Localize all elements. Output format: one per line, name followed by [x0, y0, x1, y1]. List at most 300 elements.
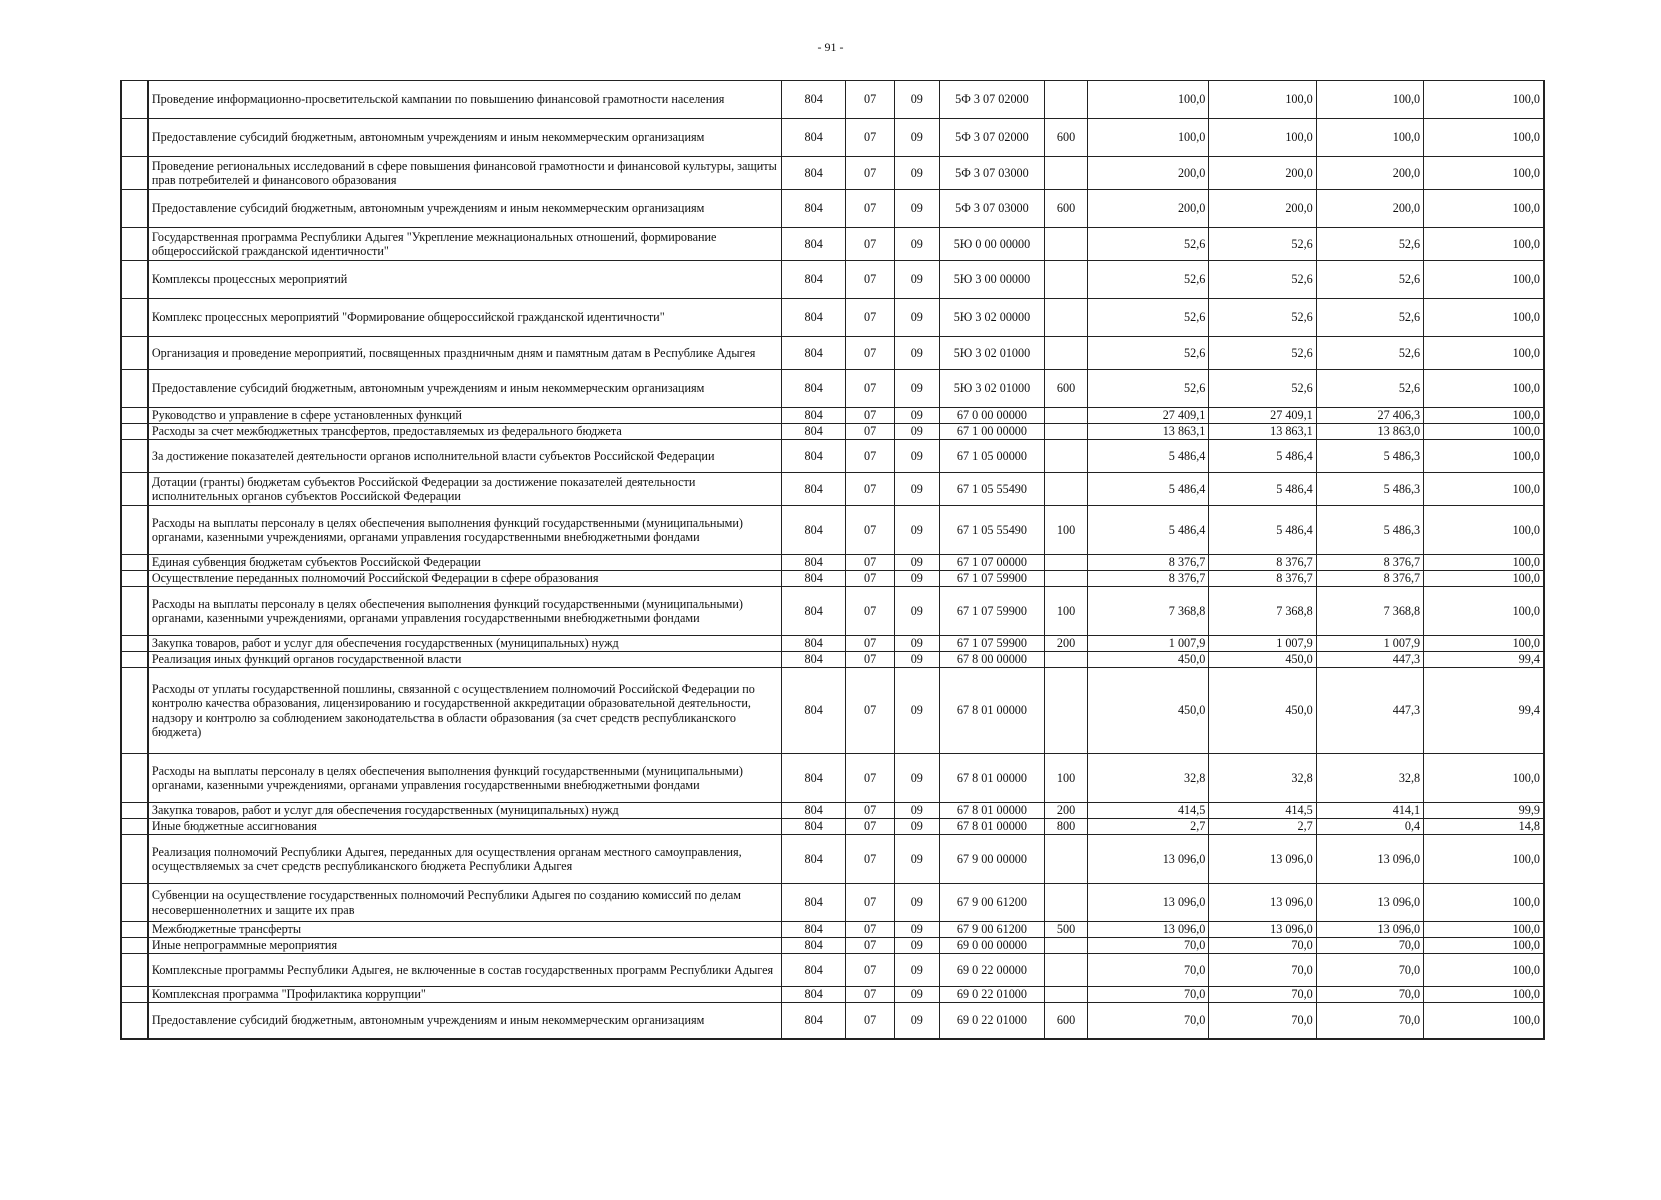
- cell-margin: [121, 668, 148, 754]
- cell-amount-3: 200,0: [1316, 157, 1423, 190]
- cell-margin: [121, 636, 148, 652]
- cell-expense-type: 600: [1045, 1003, 1088, 1039]
- cell-amount-2: 5 486,4: [1209, 473, 1316, 506]
- cell-section-code: 07: [846, 261, 894, 299]
- cell-amount-2: 32,8: [1209, 754, 1316, 803]
- table-row: [121, 261, 1544, 299]
- table-row: [121, 652, 1544, 668]
- cell-target-article: 67 8 01 00000: [939, 803, 1044, 819]
- cell-expense-type: [1045, 835, 1088, 884]
- cell-amount-1: 52,6: [1088, 370, 1209, 408]
- cell-target-article: 67 1 00 00000: [939, 424, 1044, 440]
- cell-amount-2: 1 007,9: [1209, 636, 1316, 652]
- cell-ministry-code: 804: [781, 506, 845, 555]
- cell-amount-2: 27 409,1: [1209, 408, 1316, 424]
- table-row: [121, 803, 1544, 819]
- cell-percent: 100,0: [1424, 424, 1544, 440]
- cell-percent: 100,0: [1424, 81, 1544, 119]
- cell-expense-type: 600: [1045, 119, 1088, 157]
- cell-name: Закупка товаров, работ и услуг для обеспечения государственных (муниципальных) нужд: [148, 803, 782, 819]
- cell-percent: 100,0: [1424, 408, 1544, 424]
- cell-name: Комплексная программа "Профилактика коррупции": [148, 987, 782, 1003]
- cell-margin: [121, 819, 148, 835]
- cell-amount-3: 5 486,3: [1316, 473, 1423, 506]
- cell-amount-3: 414,1: [1316, 803, 1423, 819]
- cell-target-article: 67 1 07 59900: [939, 587, 1044, 636]
- cell-expense-type: [1045, 668, 1088, 754]
- cell-amount-3: 32,8: [1316, 754, 1423, 803]
- cell-target-article: 67 1 07 59900: [939, 636, 1044, 652]
- cell-expense-type: 800: [1045, 819, 1088, 835]
- cell-ministry-code: 804: [781, 473, 845, 506]
- cell-percent: 14,8: [1424, 819, 1544, 835]
- cell-section-code: 07: [846, 370, 894, 408]
- cell-target-article: 67 9 00 61200: [939, 884, 1044, 922]
- cell-margin: [121, 884, 148, 922]
- table-row: [121, 922, 1544, 938]
- cell-ministry-code: 804: [781, 261, 845, 299]
- cell-margin: [121, 473, 148, 506]
- table-row: [121, 884, 1544, 922]
- cell-amount-2: 52,6: [1209, 228, 1316, 261]
- cell-amount-1: 8 376,7: [1088, 571, 1209, 587]
- table-row: [121, 337, 1544, 370]
- cell-name: Осуществление переданных полномочий Российской Федерации в сфере образования: [148, 571, 782, 587]
- cell-margin: [121, 81, 148, 119]
- cell-margin: [121, 370, 148, 408]
- cell-section-code: 07: [846, 938, 894, 954]
- cell-margin: [121, 424, 148, 440]
- cell-expense-type: 600: [1045, 190, 1088, 228]
- cell-name: Межбюджетные трансферты: [148, 922, 782, 938]
- cell-section-code: 07: [846, 754, 894, 803]
- table-row: [121, 370, 1544, 408]
- cell-amount-1: 200,0: [1088, 157, 1209, 190]
- cell-margin: [121, 571, 148, 587]
- cell-amount-2: 70,0: [1209, 1003, 1316, 1039]
- cell-percent: 100,0: [1424, 587, 1544, 636]
- cell-amount-1: 70,0: [1088, 1003, 1209, 1039]
- cell-target-article: 67 1 05 55490: [939, 473, 1044, 506]
- cell-expense-type: [1045, 424, 1088, 440]
- cell-amount-2: 100,0: [1209, 119, 1316, 157]
- cell-section-code: 07: [846, 299, 894, 337]
- cell-section-code: 07: [846, 408, 894, 424]
- cell-percent: 100,0: [1424, 337, 1544, 370]
- table-row: [121, 190, 1544, 228]
- cell-amount-3: 447,3: [1316, 668, 1423, 754]
- cell-ministry-code: 804: [781, 228, 845, 261]
- table-body: [121, 81, 1544, 1039]
- cell-ministry-code: 804: [781, 754, 845, 803]
- cell-margin: [121, 587, 148, 636]
- cell-percent: 100,0: [1424, 506, 1544, 555]
- cell-ministry-code: 804: [781, 954, 845, 987]
- cell-expense-type: [1045, 408, 1088, 424]
- cell-amount-2: 414,5: [1209, 803, 1316, 819]
- table-row: [121, 424, 1544, 440]
- cell-amount-2: 450,0: [1209, 668, 1316, 754]
- cell-amount-3: 52,6: [1316, 228, 1423, 261]
- cell-ministry-code: 804: [781, 636, 845, 652]
- cell-ministry-code: 804: [781, 987, 845, 1003]
- cell-margin: [121, 190, 148, 228]
- cell-section-code: 07: [846, 954, 894, 987]
- cell-subsection-code: 09: [894, 506, 939, 555]
- cell-subsection-code: 09: [894, 81, 939, 119]
- cell-expense-type: [1045, 337, 1088, 370]
- cell-amount-2: 13 863,1: [1209, 424, 1316, 440]
- cell-amount-2: 52,6: [1209, 299, 1316, 337]
- cell-margin: [121, 261, 148, 299]
- cell-percent: 100,0: [1424, 835, 1544, 884]
- cell-subsection-code: 09: [894, 803, 939, 819]
- cell-name: Расходы за счет межбюджетных трансфертов, предоставляемых из федерального бюджета: [148, 424, 782, 440]
- cell-name: Иные непрограммные мероприятия: [148, 938, 782, 954]
- table-row: [121, 636, 1544, 652]
- cell-ministry-code: 804: [781, 555, 845, 571]
- cell-margin: [121, 228, 148, 261]
- cell-name: Комплексы процессных мероприятий: [148, 261, 782, 299]
- cell-expense-type: [1045, 473, 1088, 506]
- cell-name: Комплексные программы Республики Адыгея, не включенные в состав государственных программ Республики Адыгея: [148, 954, 782, 987]
- cell-subsection-code: 09: [894, 370, 939, 408]
- cell-amount-3: 447,3: [1316, 652, 1423, 668]
- cell-target-article: 5Ю 3 02 00000: [939, 299, 1044, 337]
- cell-ministry-code: 804: [781, 652, 845, 668]
- cell-amount-1: 200,0: [1088, 190, 1209, 228]
- cell-amount-1: 27 409,1: [1088, 408, 1209, 424]
- cell-target-article: 67 1 05 55490: [939, 506, 1044, 555]
- cell-subsection-code: 09: [894, 668, 939, 754]
- cell-margin: [121, 754, 148, 803]
- cell-name: Иные бюджетные ассигнования: [148, 819, 782, 835]
- cell-name: Предоставление субсидий бюджетным, автономным учреждениям и иным некоммерческим организациям: [148, 119, 782, 157]
- cell-name: Реализация полномочий Республики Адыгея, переданных для осуществления органам местного самоуправления, осуществляемых за счет средств республиканского бюджета Республики Адыгея: [148, 835, 782, 884]
- cell-amount-2: 52,6: [1209, 261, 1316, 299]
- cell-percent: 100,0: [1424, 938, 1544, 954]
- cell-amount-1: 13 863,1: [1088, 424, 1209, 440]
- page-number: - 91 -: [817, 40, 844, 54]
- cell-section-code: 07: [846, 119, 894, 157]
- table-row: [121, 228, 1544, 261]
- cell-ministry-code: 804: [781, 81, 845, 119]
- cell-amount-1: 13 096,0: [1088, 835, 1209, 884]
- cell-name: Расходы на выплаты персоналу в целях обеспечения выполнения функций государственными (муниципальными) органами, казенными учреждениями, органами управления государственными внебюджетными фондами: [148, 754, 782, 803]
- table-row: [121, 835, 1544, 884]
- cell-section-code: 07: [846, 636, 894, 652]
- cell-percent: 99,4: [1424, 668, 1544, 754]
- cell-margin: [121, 803, 148, 819]
- cell-amount-3: 52,6: [1316, 299, 1423, 337]
- cell-percent: 100,0: [1424, 190, 1544, 228]
- cell-amount-2: 450,0: [1209, 652, 1316, 668]
- cell-section-code: 07: [846, 587, 894, 636]
- cell-ministry-code: 804: [781, 424, 845, 440]
- cell-target-article: 5Ф 3 07 03000: [939, 157, 1044, 190]
- cell-expense-type: [1045, 938, 1088, 954]
- cell-percent: 100,0: [1424, 571, 1544, 587]
- cell-amount-2: 70,0: [1209, 954, 1316, 987]
- cell-ministry-code: 804: [781, 337, 845, 370]
- cell-target-article: 5Ю 3 02 01000: [939, 370, 1044, 408]
- cell-amount-3: 0,4: [1316, 819, 1423, 835]
- cell-amount-2: 70,0: [1209, 987, 1316, 1003]
- cell-subsection-code: 09: [894, 754, 939, 803]
- cell-name: Государственная программа Республики Адыгея "Укрепление межнациональных отношений, формирование общероссийской гражданской идентичности": [148, 228, 782, 261]
- cell-amount-2: 100,0: [1209, 81, 1316, 119]
- cell-subsection-code: 09: [894, 987, 939, 1003]
- cell-section-code: 07: [846, 803, 894, 819]
- cell-subsection-code: 09: [894, 555, 939, 571]
- cell-ministry-code: 804: [781, 571, 845, 587]
- cell-margin: [121, 440, 148, 473]
- cell-amount-1: 52,6: [1088, 337, 1209, 370]
- cell-target-article: 67 1 07 00000: [939, 555, 1044, 571]
- cell-section-code: 07: [846, 652, 894, 668]
- cell-amount-2: 7 368,8: [1209, 587, 1316, 636]
- table-row: [121, 81, 1544, 119]
- cell-ministry-code: 804: [781, 370, 845, 408]
- cell-name: Предоставление субсидий бюджетным, автономным учреждениям и иным некоммерческим организациям: [148, 190, 782, 228]
- cell-amount-1: 52,6: [1088, 228, 1209, 261]
- cell-subsection-code: 09: [894, 228, 939, 261]
- table-row: [121, 506, 1544, 555]
- cell-section-code: 07: [846, 506, 894, 555]
- cell-percent: 99,9: [1424, 803, 1544, 819]
- cell-subsection-code: 09: [894, 938, 939, 954]
- cell-name: Комплекс процессных мероприятий "Формирование общероссийской гражданской идентичности": [148, 299, 782, 337]
- cell-percent: 100,0: [1424, 555, 1544, 571]
- cell-expense-type: 600: [1045, 370, 1088, 408]
- cell-section-code: 07: [846, 819, 894, 835]
- cell-amount-2: 13 096,0: [1209, 884, 1316, 922]
- table-row: [121, 938, 1544, 954]
- budget-table: [120, 80, 1545, 1040]
- table-row: [121, 819, 1544, 835]
- cell-target-article: 69 0 00 00000: [939, 938, 1044, 954]
- table-row: [121, 440, 1544, 473]
- cell-ministry-code: 804: [781, 668, 845, 754]
- cell-subsection-code: 09: [894, 571, 939, 587]
- cell-amount-1: 100,0: [1088, 81, 1209, 119]
- cell-percent: 100,0: [1424, 884, 1544, 922]
- cell-target-article: 67 8 00 00000: [939, 652, 1044, 668]
- cell-amount-3: 5 486,3: [1316, 440, 1423, 473]
- cell-expense-type: [1045, 261, 1088, 299]
- cell-target-article: 67 1 05 00000: [939, 440, 1044, 473]
- cell-section-code: 07: [846, 440, 894, 473]
- cell-amount-1: 13 096,0: [1088, 922, 1209, 938]
- cell-margin: [121, 835, 148, 884]
- cell-amount-2: 5 486,4: [1209, 440, 1316, 473]
- cell-amount-3: 8 376,7: [1316, 555, 1423, 571]
- cell-amount-2: 8 376,7: [1209, 555, 1316, 571]
- cell-amount-3: 7 368,8: [1316, 587, 1423, 636]
- cell-amount-3: 100,0: [1316, 119, 1423, 157]
- cell-name: Расходы на выплаты персоналу в целях обеспечения выполнения функций государственными (муниципальными) органами, казенными учреждениями, органами управления государственными внебюджетными фондами: [148, 587, 782, 636]
- cell-target-article: 67 8 01 00000: [939, 668, 1044, 754]
- cell-ministry-code: 804: [781, 922, 845, 938]
- cell-ministry-code: 804: [781, 884, 845, 922]
- cell-ministry-code: 804: [781, 190, 845, 228]
- cell-subsection-code: 09: [894, 884, 939, 922]
- cell-subsection-code: 09: [894, 954, 939, 987]
- cell-margin: [121, 938, 148, 954]
- cell-ministry-code: 804: [781, 835, 845, 884]
- cell-percent: 100,0: [1424, 261, 1544, 299]
- table-row: [121, 587, 1544, 636]
- cell-amount-3: 5 486,3: [1316, 506, 1423, 555]
- cell-amount-3: 13 863,0: [1316, 424, 1423, 440]
- cell-name: За достижение показателей деятельности органов исполнительной власти субъектов Российской Федерации: [148, 440, 782, 473]
- cell-amount-3: 52,6: [1316, 261, 1423, 299]
- cell-ministry-code: 804: [781, 119, 845, 157]
- cell-amount-1: 414,5: [1088, 803, 1209, 819]
- cell-subsection-code: 09: [894, 337, 939, 370]
- cell-amount-3: 27 406,3: [1316, 408, 1423, 424]
- cell-margin: [121, 652, 148, 668]
- table-row: [121, 987, 1544, 1003]
- cell-percent: 100,0: [1424, 1003, 1544, 1039]
- cell-percent: 100,0: [1424, 754, 1544, 803]
- cell-expense-type: [1045, 884, 1088, 922]
- table-row: [121, 157, 1544, 190]
- cell-amount-1: 450,0: [1088, 668, 1209, 754]
- cell-amount-1: 5 486,4: [1088, 473, 1209, 506]
- cell-target-article: 5Ю 3 02 01000: [939, 337, 1044, 370]
- cell-amount-3: 70,0: [1316, 938, 1423, 954]
- cell-expense-type: 100: [1045, 754, 1088, 803]
- table-row: [121, 571, 1544, 587]
- cell-name: Расходы от уплаты государственной пошлины, связанной с осуществлением полномочий Российской Федерации по контролю качества образования, лицензированию и государственной аккредитации образовательной деятельности, надзору и контролю за соблюдением законодательства в области образования (за счет средств республиканского бюджета): [148, 668, 782, 754]
- cell-margin: [121, 157, 148, 190]
- cell-name: Предоставление субсидий бюджетным, автономным учреждениям и иным некоммерческим организациям: [148, 1003, 782, 1039]
- cell-ministry-code: 804: [781, 157, 845, 190]
- cell-margin: [121, 299, 148, 337]
- cell-percent: 100,0: [1424, 440, 1544, 473]
- cell-amount-3: 1 007,9: [1316, 636, 1423, 652]
- cell-margin: [121, 1003, 148, 1039]
- cell-section-code: 07: [846, 190, 894, 228]
- cell-margin: [121, 408, 148, 424]
- cell-subsection-code: 09: [894, 157, 939, 190]
- cell-percent: 100,0: [1424, 299, 1544, 337]
- cell-name: Руководство и управление в сфере установленных функций: [148, 408, 782, 424]
- table-row: [121, 299, 1544, 337]
- cell-ministry-code: 804: [781, 819, 845, 835]
- cell-expense-type: 100: [1045, 587, 1088, 636]
- cell-amount-3: 8 376,7: [1316, 571, 1423, 587]
- cell-section-code: 07: [846, 555, 894, 571]
- cell-section-code: 07: [846, 1003, 894, 1039]
- cell-name: Организация и проведение мероприятий, посвященных праздничным дням и памятным датам в Республике Адыгея: [148, 337, 782, 370]
- table-row: [121, 473, 1544, 506]
- cell-section-code: 07: [846, 668, 894, 754]
- cell-amount-1: 5 486,4: [1088, 440, 1209, 473]
- cell-subsection-code: 09: [894, 473, 939, 506]
- cell-margin: [121, 987, 148, 1003]
- cell-name: Расходы на выплаты персоналу в целях обеспечения выполнения функций государственными (муниципальными) органами, казенными учреждениями, органами управления государственными внебюджетными фондами: [148, 506, 782, 555]
- cell-section-code: 07: [846, 228, 894, 261]
- cell-ministry-code: 804: [781, 938, 845, 954]
- cell-expense-type: [1045, 571, 1088, 587]
- table-row: [121, 754, 1544, 803]
- cell-section-code: 07: [846, 424, 894, 440]
- cell-expense-type: 500: [1045, 922, 1088, 938]
- cell-amount-3: 200,0: [1316, 190, 1423, 228]
- cell-subsection-code: 09: [894, 587, 939, 636]
- cell-amount-1: 5 486,4: [1088, 506, 1209, 555]
- cell-name: Проведение информационно-просветительской кампании по повышению финансовой грамотности населения: [148, 81, 782, 119]
- cell-expense-type: [1045, 440, 1088, 473]
- cell-amount-2: 200,0: [1209, 190, 1316, 228]
- cell-section-code: 07: [846, 835, 894, 884]
- cell-target-article: 5Ф 3 07 03000: [939, 190, 1044, 228]
- cell-margin: [121, 506, 148, 555]
- cell-target-article: 5Ф 3 07 02000: [939, 119, 1044, 157]
- cell-expense-type: [1045, 299, 1088, 337]
- table-row: [121, 119, 1544, 157]
- cell-percent: 100,0: [1424, 228, 1544, 261]
- cell-amount-1: 1 007,9: [1088, 636, 1209, 652]
- cell-margin: [121, 119, 148, 157]
- cell-expense-type: 200: [1045, 803, 1088, 819]
- cell-subsection-code: 09: [894, 636, 939, 652]
- cell-target-article: 5Ю 0 00 00000: [939, 228, 1044, 261]
- cell-amount-3: 100,0: [1316, 81, 1423, 119]
- cell-section-code: 07: [846, 473, 894, 506]
- cell-amount-1: 52,6: [1088, 261, 1209, 299]
- cell-percent: 100,0: [1424, 636, 1544, 652]
- cell-expense-type: [1045, 954, 1088, 987]
- table-row: [121, 555, 1544, 571]
- cell-amount-1: 13 096,0: [1088, 884, 1209, 922]
- cell-amount-3: 13 096,0: [1316, 835, 1423, 884]
- cell-amount-1: 2,7: [1088, 819, 1209, 835]
- cell-expense-type: 100: [1045, 506, 1088, 555]
- cell-target-article: 67 9 00 61200: [939, 922, 1044, 938]
- cell-percent: 100,0: [1424, 370, 1544, 408]
- cell-subsection-code: 09: [894, 299, 939, 337]
- cell-subsection-code: 09: [894, 819, 939, 835]
- cell-amount-3: 13 096,0: [1316, 922, 1423, 938]
- cell-amount-1: 32,8: [1088, 754, 1209, 803]
- cell-amount-2: 52,6: [1209, 337, 1316, 370]
- cell-name: Единая субвенция бюджетам субъектов Российской Федерации: [148, 555, 782, 571]
- cell-subsection-code: 09: [894, 408, 939, 424]
- cell-percent: 99,4: [1424, 652, 1544, 668]
- cell-name: Предоставление субсидий бюджетным, автономным учреждениям и иным некоммерческим организациям: [148, 370, 782, 408]
- cell-margin: [121, 922, 148, 938]
- table-row: [121, 954, 1544, 987]
- cell-margin: [121, 954, 148, 987]
- cell-subsection-code: 09: [894, 119, 939, 157]
- cell-amount-2: 13 096,0: [1209, 922, 1316, 938]
- cell-amount-1: 52,6: [1088, 299, 1209, 337]
- cell-target-article: 67 8 01 00000: [939, 819, 1044, 835]
- cell-expense-type: [1045, 652, 1088, 668]
- cell-amount-3: 70,0: [1316, 1003, 1423, 1039]
- cell-name: Реализация иных функций органов государственной власти: [148, 652, 782, 668]
- cell-name: Проведение региональных исследований в сфере повышения финансовой грамотности и финансовой культуры, защиты прав потребителей и финансового образования: [148, 157, 782, 190]
- cell-expense-type: [1045, 157, 1088, 190]
- cell-amount-2: 200,0: [1209, 157, 1316, 190]
- cell-percent: 100,0: [1424, 119, 1544, 157]
- cell-target-article: 67 1 07 59900: [939, 571, 1044, 587]
- table-row: [121, 408, 1544, 424]
- cell-percent: 100,0: [1424, 987, 1544, 1003]
